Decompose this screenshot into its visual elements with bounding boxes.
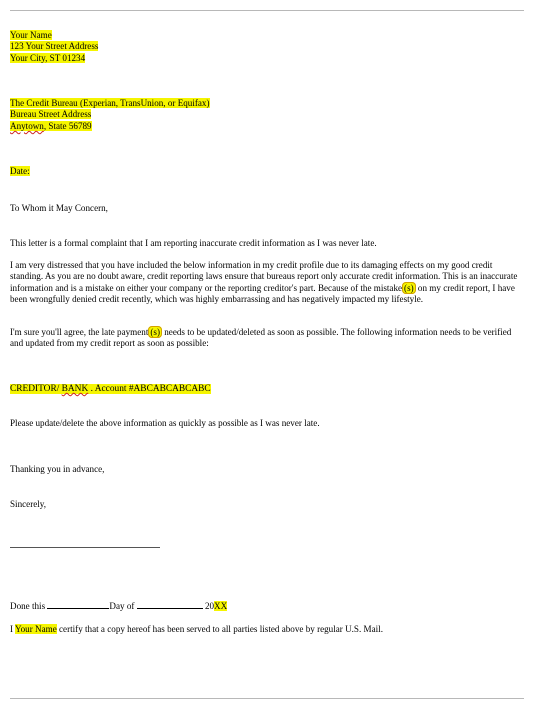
sender-street: 123 Your Street Address	[10, 41, 99, 52]
recipient-address	[10, 98, 522, 132]
year-suffix: XX	[214, 601, 228, 611]
signature-line	[10, 547, 160, 548]
date-label: Date:	[10, 166, 30, 176]
thanks-line: Thanking you in advance,	[10, 464, 105, 474]
day-blank	[47, 600, 109, 609]
recipient-city-rest: , State 56789	[43, 120, 92, 131]
closing-line: Sincerely,	[10, 499, 47, 509]
salutation: To Whom it May Concern,	[10, 203, 108, 213]
plural-mark: (s)	[150, 327, 160, 337]
date-line	[10, 166, 522, 177]
paragraph-complaint: This letter is a formal complaint that I am reporting inaccurate credit information as I was never late.	[10, 238, 377, 248]
paragraph-distress: I am very distressed that you have included the below information in my credit profile due to its damaging effects on my good credit standing. As you are no doubt aware, credit reporting laws ensure that bureaus report only accurate credit information. This is an inaccurate information and is a mistake on either your company or the reporting creditor's part. Because of the mistake (s) on my credit report, I have been wrongfully denied credit recently, which was highly embarrassing and has negatively impacted my lifestyle.	[10, 260, 518, 305]
plural-mark: (s)	[404, 282, 414, 293]
sender-city: Your City, ST 01234	[10, 52, 86, 63]
recipient-street: Bureau Street Address	[10, 109, 92, 120]
recipient-city-word: Anytown	[10, 120, 44, 131]
creditor-account: Account #ABCABCABCABC	[94, 384, 211, 394]
sender-name: Your Name	[10, 30, 52, 40]
month-blank	[137, 600, 203, 609]
certify-name: Your Name	[14, 624, 57, 634]
creditor-bank: BANK	[61, 384, 89, 394]
top-rule	[10, 10, 524, 11]
sender-address	[10, 30, 522, 64]
done-line: Done this Day of 20XX	[10, 601, 228, 611]
bottom-rule	[10, 698, 524, 699]
paragraph-late-payment: I'm sure you'll agree, the late payment (s) needs to be updated/deleted as soon as possible. The following information needs to be verified and updated from my credit report as soon as possible:	[10, 327, 512, 349]
paragraph-update-request: Please update/delete the above information as quickly as possible as I was never late.	[10, 418, 320, 428]
creditor-line: CREDITOR/ BANK . Account #ABCABCABCABC	[10, 384, 211, 394]
certification-line: I Your Name certify that a copy hereof has been served to all parties listed above by regular U.S. Mail.	[10, 624, 383, 634]
recipient-bureau: The Credit Bureau (Experian, TransUnion, or Equifax)	[10, 98, 210, 108]
